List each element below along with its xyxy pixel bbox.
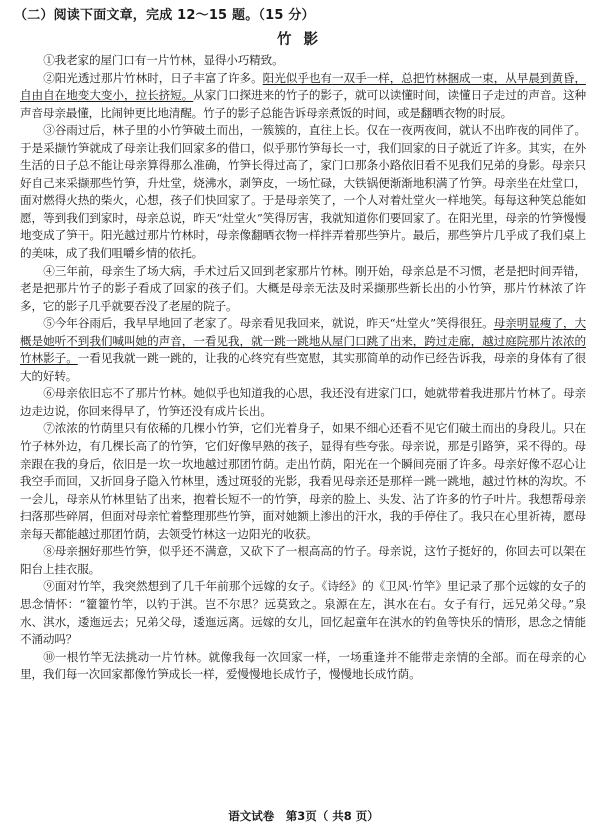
article-title: 竹影 — [277, 32, 330, 48]
paragraph-text: ⑥母亲依旧忘不了那片竹林。她似乎也知道我的心思，我还没有进家门口，她就带着我进那片竹林了。母亲边走边说，你回来得早了，竹笋还没有成片长出。 — [20, 386, 586, 418]
paragraph-text: ④三年前，母亲生了场大病，手术过后又回到老家那片竹林。刚开始，母亲总是不习惯，老是把时间弄错，老是把那片竹子的影子看成了回家的孩子们。大概是母亲无法及时采撷那些新长出的小竹笋，那片竹林浓了许多，它的影子几乎就要吞没了老屋的院子。 — [20, 263, 586, 313]
paragraph-4 — [20, 263, 586, 316]
paragraph-10 — [20, 649, 586, 684]
paragraph-text: ②阳光透过那片竹林时，日子丰富了许多。 — [43, 70, 263, 85]
paragraph-text: ⑦浓浓的竹荫里只有依稀的几棵小竹笋，它们光着身子，如果不细心还看不见它们破土而出的身段儿。只在竹子林外边，有几棵长高了的竹笋，它们好像早熟的孩子，显得有些夸张。母亲说，那是引路笋，采不得的。母亲跟在我的身后，依旧是一坎一坎地越过那团竹荫。走出竹荫，阳光在一个瞬间亮丽了许多。母亲好像不忍心让我空手而回，又折回身子隐入竹林里，透过斑驳的光影，我看见母亲还是那样一跳一跳地，越过竹林的沟坎。不一会儿，母亲从竹林里钻了出来，抱着长短不一的竹笋，母亲的脸上、头发、沾了许多的竹子叶片。我想帮母亲扫落那些碎屑，但面对母亲忙着整理那些竹笋，面对她额上渗出的汗水，我的手停住了。我只在心里祈祷，愿母亲每天都能越过那团竹荫，去领受竹林这一边阳光的收获。 — [20, 421, 586, 541]
paragraph-7 — [20, 420, 586, 543]
paragraph-text: 一看见我就一跳一跳的，让我的心终究有些宽慰，其实那简单的动作已经告诉我，母亲的身体有了很大的好转。 — [20, 351, 586, 383]
paragraph-9 — [20, 578, 586, 648]
page-footer: 语文试卷 第3页（ 共8 页） — [228, 809, 379, 823]
paragraph-text: ③谷雨过后，林子里的小竹笋破土而出，一簇簇的，直往上长。仅在一夜两夜间，就认不出昨夜的同伴了。于是采撷竹笋就成了母亲让我们回家多的借口，似乎那竹笋每长一寸，我们回家的日子就近了许多。其实，在外生活的日子总不能让母亲算得那么准确，竹笋长得过高了，家门口那条小路依旧看不见我们兄弟的身影。母亲只好自己来采撷那些竹笋，升灶堂，烧沸水，剥笋皮，一场忙碌，大铁锅便渐渐地积满了竹笋。母亲坐在灶堂口，面对燃得火热的柴火，心想，孩子们快回家了。于是母亲笑了，一个人对着灶堂火一样地笑。每每这种笑总能如愿，等到我们到家时，母亲总说，昨天“灶堂火”笑得厉害，我就知道你们要回家了。在阳光里，母亲的竹笋慢慢地变成了笋干。阳光越过那片竹林时，母亲像翻晒衣物一样拌弄着那些笋片。最后，那些笋片几乎成了我们桌上的美味，成了我们咀嚼乡情的依托。 — [20, 123, 586, 261]
paragraph-text: 从家门口探进来的竹子的影子，就可以读懂时间，读懂日子走过的声音。这种声音母亲最懂，比闹钟更比地清醒。竹子的影子总能告诉母亲煮饭的时间，或是翻晒衣物的时辰。 — [20, 88, 586, 120]
paragraph-1 — [20, 52, 586, 70]
section-heading: （二）阅读下面文章，完成 12～15 题。（15 分） — [14, 8, 315, 23]
paragraph-8 — [20, 543, 586, 578]
paragraph-3 — [20, 122, 586, 262]
paragraph-2 — [20, 70, 586, 123]
paragraph-text: ①我老家的屋门口有一片竹林，显得小巧精致。 — [43, 53, 284, 67]
paragraph-text: ⑨面对竹竿，我突然想到了几千年前那个远嫁的女子。《诗经》的《卫风·竹竿》里记录了那个远嫁的女子的思念情怀：“籊籊竹竿，以钓于淇。岂不尔思？远莫致之。泉源在左，淇水在右。女子有行，远兄弟父母。”泉水、淇水，逶迤远去；兄弟父母，逶迤远离。远嫁的女儿，回忆起童年在淇水的钓鱼等快乐的情形，思念之情能不涌动吗？ — [20, 579, 586, 647]
paragraph-5 — [20, 315, 586, 385]
article-body — [20, 52, 586, 684]
paragraph-text: ⑩一根竹竿无法挑动一片竹林。就像我每一次回家一样，一场重逢并不能带走亲情的全部。而在母亲的心里，我们每一次回家都像竹笋成长一样，爱慢慢地长成竹子，慢慢地长成竹荫。 — [20, 649, 586, 682]
paragraph-text: ⑧母亲捆好那些竹笋，似乎还不满意，又砍下了一根高高的竹子。母亲说，这竹子挺好的，你回去可以架在阳台上挂衣服。 — [20, 544, 586, 576]
underlined-sentence: 母亲明显瘦了，大概是她听不到我们喊叫她的声音，一看见我，就一跳一跳地从屋门口跳了出来，跨过走廊，越过庭院那片浓浓的竹林影子。 — [20, 316, 586, 366]
underlined-sentence: 阳光似乎也有一双手一样，总把竹林捆成一束，从早晨到黄昏，自由自在地变大变小，拉长挤短。 — [20, 70, 586, 103]
paragraph-6 — [20, 385, 586, 420]
paragraph-text: ⑤今年谷雨后，我早早地回了老家了。母亲看见我回来，就说，昨天“灶堂火”笑得很狂。 — [43, 316, 494, 331]
